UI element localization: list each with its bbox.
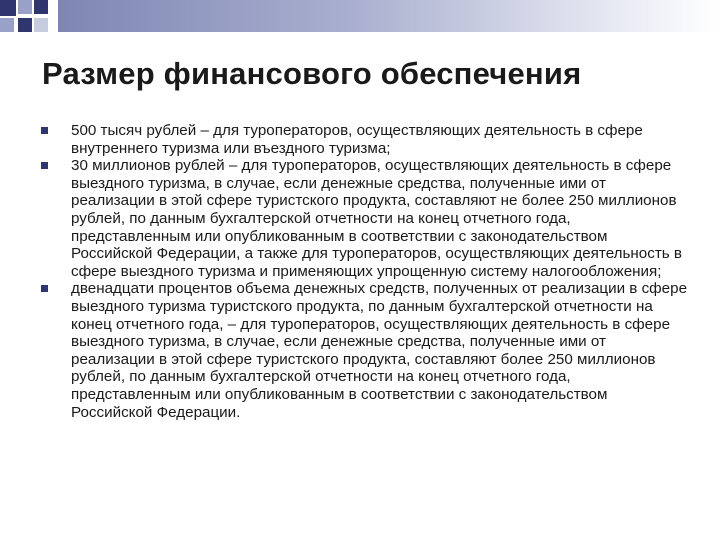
bullet-list: [40, 122, 692, 421]
slide-title: Размер финансового обеспечения: [42, 56, 582, 91]
bullet-item: [40, 157, 692, 280]
bullet-text: двенадцати процентов объема денежных средств, полученных от реализации в сфере выездного туризма туристского продукта, по данным бухгалтерской отчетности на конец отчетного года, – для туроператоров, осуществляющих деятельность в сфере выездного туризма, в случае, если денежные средства, полученные ими от реализации в этой сфере туристского продукта, составляют более 250 миллионов рублей, по данным бухгалтерской отчетности на конец отчетного года, представленным или опубликованным в соответствии с законодательством Российской Федерации.: [71, 280, 688, 421]
bullet-square-icon: [41, 162, 48, 169]
decor-square: [34, 0, 48, 14]
header-decoration: [0, 0, 720, 40]
bullet-square-icon: [41, 127, 48, 134]
header-gradient-bar: [58, 0, 720, 32]
bullet-item: [40, 280, 692, 421]
bullet-text: 500 тысяч рублей – для туроператоров, осуществляющих деятельность в сфере внутреннего туризма или въездного туризма;: [71, 122, 643, 157]
decor-square: [34, 18, 48, 32]
decor-square: [18, 0, 32, 14]
bullet-square-icon: [41, 285, 48, 292]
bullet-item: [40, 122, 692, 157]
decor-square: [0, 18, 14, 32]
decor-square: [0, 0, 16, 16]
decor-square: [18, 18, 32, 32]
bullet-text: 30 миллионов рублей – для туроператоров, осуществляющих деятельность в сфере выездного туризма, в случае, если денежные средства, полученные ими от реализации в этой сфере туристского продукта, составляют не более 250 миллионов рублей, по данным бухгалтерской отчетности на конец отчетного года, представленным или опубликованным в соответствии с законодательством Российской Федерации, а также для туроператоров, осуществляющих деятельность в сфере выездного туризма и применяющих упрощенную систему налогообложения;: [71, 157, 682, 280]
